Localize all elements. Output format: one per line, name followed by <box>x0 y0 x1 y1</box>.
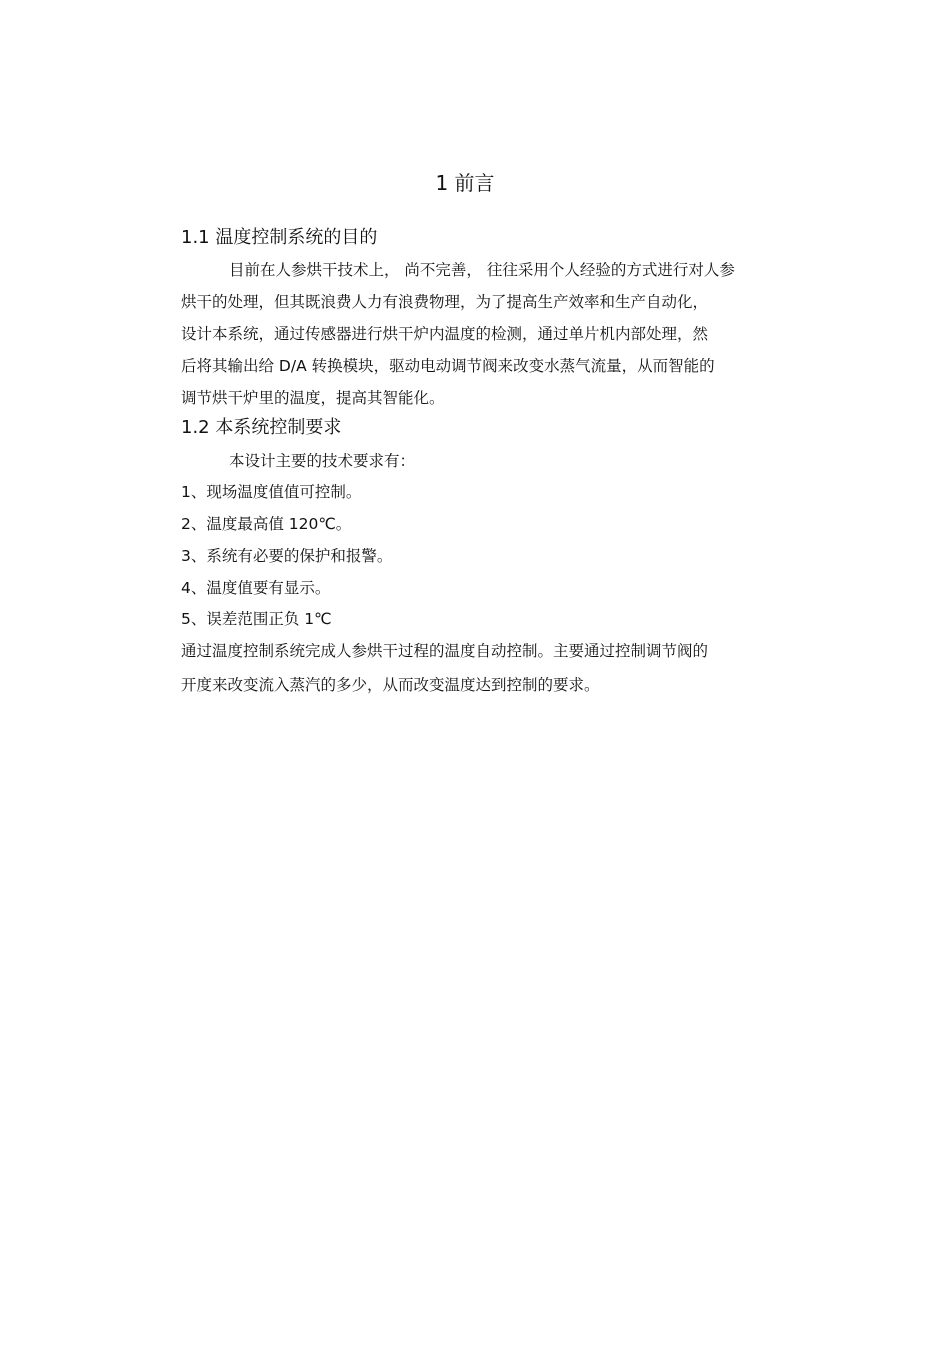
paragraph-line: 调节烘干炉里的温度，提高其智能化。 <box>181 389 445 407</box>
requirements-intro: 本设计主要的技术要求有： <box>229 452 416 470</box>
paragraph-line: 后将其输出给 D/A 转换模块，驱动电动调节阀来改变水蒸气流量，从而智能的 <box>181 357 715 375</box>
section-heading-1-1: 1.1 温度控制系统的目的 <box>181 227 378 248</box>
closing-line: 开度来改变流入蒸汽的多少，从而改变温度达到控制的要求。 <box>181 676 600 694</box>
chapter-title: 1 前言 <box>435 171 495 195</box>
section-heading-1-2: 1.2 本系统控制要求 <box>181 417 342 438</box>
paragraph-line: 烘干的处理，但其既浪费人力有浪费物理，为了提高生产效率和生产自动化， <box>181 293 709 311</box>
paragraph-line: 目前在人参烘干技术上， 尚不完善， 往往采用个人经验的方式进行对人参 <box>229 261 735 279</box>
requirement-item: 5、误差范围正负 1℃ <box>181 610 332 628</box>
paragraph-line: 设计本系统，通过传感器进行烘干炉内温度的检测，通过单片机内部处理，然 <box>181 325 709 343</box>
requirement-item: 1、现场温度值值可控制。 <box>181 483 362 501</box>
requirement-item: 4、温度值要有显示。 <box>181 579 331 597</box>
requirement-item: 3、系统有必要的保护和报警。 <box>181 547 393 565</box>
closing-line: 通过温度控制系统完成人参烘干过程的温度自动控制。主要通过控制调节阀的 <box>181 642 709 660</box>
requirement-item: 2、温度最高值 120℃。 <box>181 515 352 533</box>
